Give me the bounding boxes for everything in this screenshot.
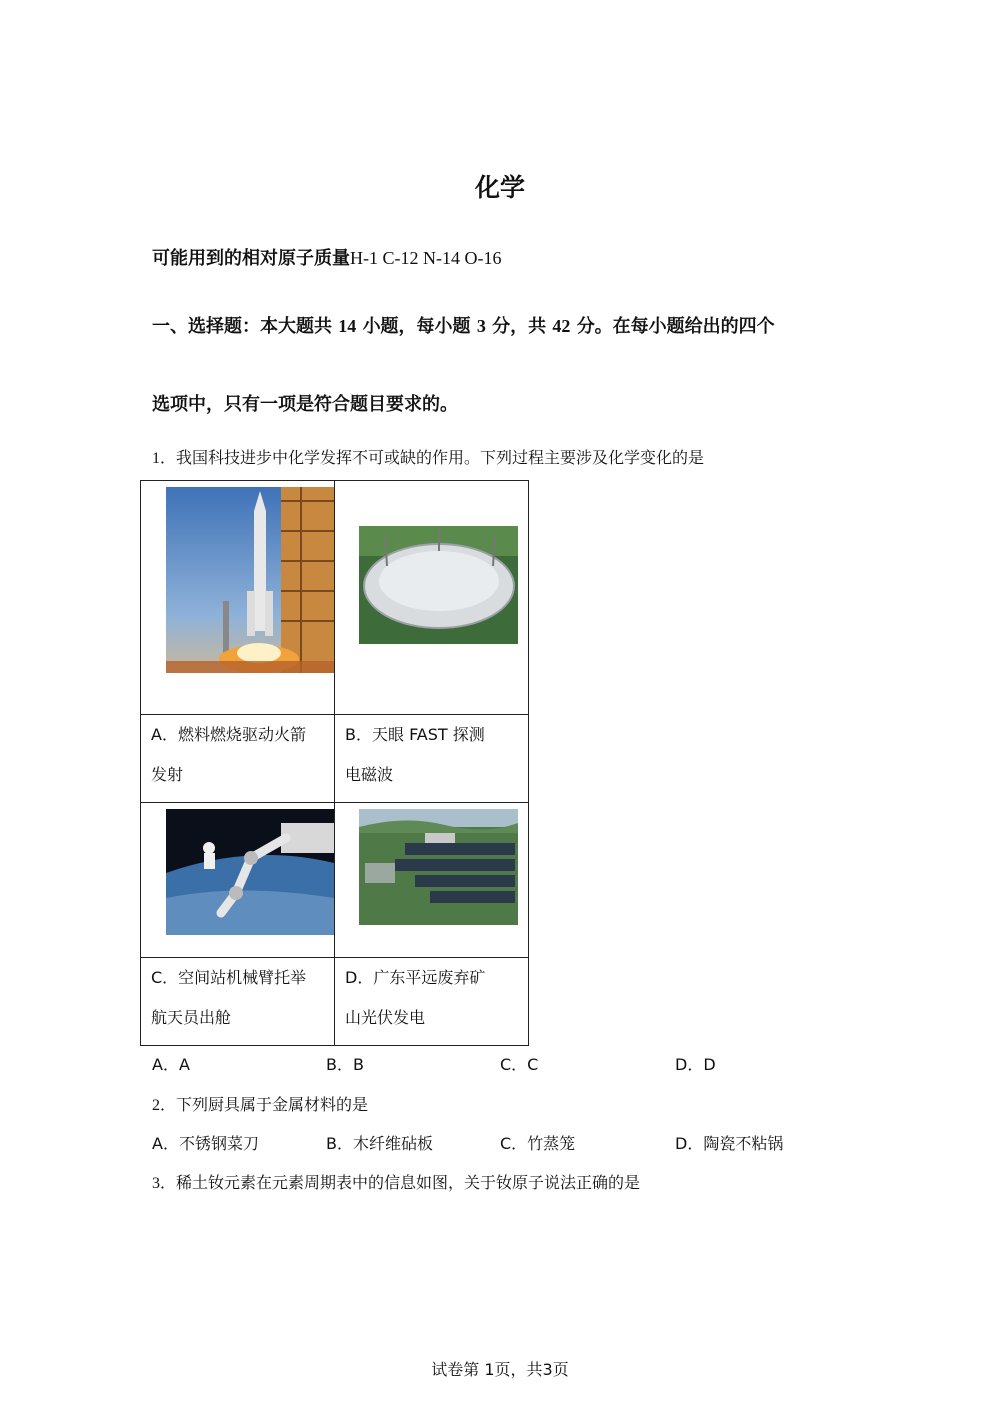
question-text: 稀土钕元素在元素周期表中的信息如图，关于钕原子说法正确的是 [176, 1173, 641, 1192]
cell-a-caption [141, 715, 335, 803]
atomic-mass-line [152, 244, 501, 270]
question-1 [152, 445, 704, 468]
option-a-caption-line1: A．燃料燃烧驱动火箭 [151, 725, 306, 744]
option-b-caption-line2: 电磁波 [345, 765, 394, 784]
option-d-caption-line2: 山光伏发电 [345, 1008, 426, 1027]
question-number: 1． [152, 450, 177, 467]
question-number: 3． [152, 1175, 177, 1192]
cell-d-image [335, 803, 529, 958]
cell-c-caption [141, 958, 335, 1046]
page-footer: 试卷第 1页，共3页 [431, 1360, 569, 1379]
fast-telescope-image [335, 481, 518, 714]
section-heading-line1 [152, 312, 775, 338]
page-title: 化学 [474, 173, 525, 202]
cell-b-image [335, 481, 529, 715]
section-text-b: 小题，每小题 [362, 316, 471, 337]
section-total-points: 42 [552, 316, 571, 336]
section-question-count: 14 [338, 316, 357, 336]
question-3 [152, 1170, 640, 1193]
section-points-each: 3 [476, 316, 486, 336]
question-1-image-table [140, 480, 529, 1046]
q2-option-c[interactable]: C．竹蒸笼 [500, 1134, 576, 1153]
option-b-caption-line1: B．天眼 FAST 探测 [345, 725, 485, 744]
q2-option-b[interactable]: B．木纤维砧板 [326, 1134, 433, 1153]
question-2 [152, 1092, 368, 1115]
option-c-caption-line1: C．空间站机械臂托举 [151, 968, 307, 987]
q1-option-c[interactable]: C．C [500, 1055, 539, 1074]
atomic-mass-label: 可能用到的相对原子质量 [152, 248, 350, 269]
question-text: 我国科技进步中化学发挥不可或缺的作用。下列过程主要涉及化学变化的是 [176, 448, 705, 467]
atomic-mass-values: H-1 C-12 N-14 O-16 [350, 248, 502, 268]
question-number: 2． [152, 1097, 177, 1114]
rocket-launch-image [141, 481, 334, 714]
space-station-arm-image [141, 803, 334, 957]
q1-option-a[interactable]: A．A [152, 1055, 190, 1074]
cell-d-caption [335, 958, 529, 1046]
cell-c-image [141, 803, 335, 958]
section-text-c: 分，共 [492, 316, 547, 337]
cell-a-image [141, 481, 335, 715]
q1-option-d[interactable]: D．D [675, 1055, 716, 1074]
question-text: 下列厨具属于金属材料的是 [176, 1095, 369, 1114]
section-text-d: 分。在每小题给出的四个 [576, 316, 775, 337]
option-c-caption-line2: 航天员出舱 [151, 1008, 232, 1027]
cell-b-caption [335, 715, 529, 803]
q2-option-d[interactable]: D．陶瓷不粘锅 [675, 1134, 784, 1153]
solar-farm-image [335, 803, 518, 957]
section-heading-line2: 选项中，只有一项是符合题目要求的。 [152, 394, 458, 415]
q1-option-b[interactable]: B．B [326, 1055, 364, 1074]
option-a-caption-line2: 发射 [151, 765, 184, 784]
option-d-caption-line1: D．广东平远废弃矿 [345, 968, 486, 987]
q2-option-a[interactable]: A．不锈钢菜刀 [152, 1134, 259, 1153]
section-text-a: 一、选择题：本大题共 [152, 316, 332, 337]
